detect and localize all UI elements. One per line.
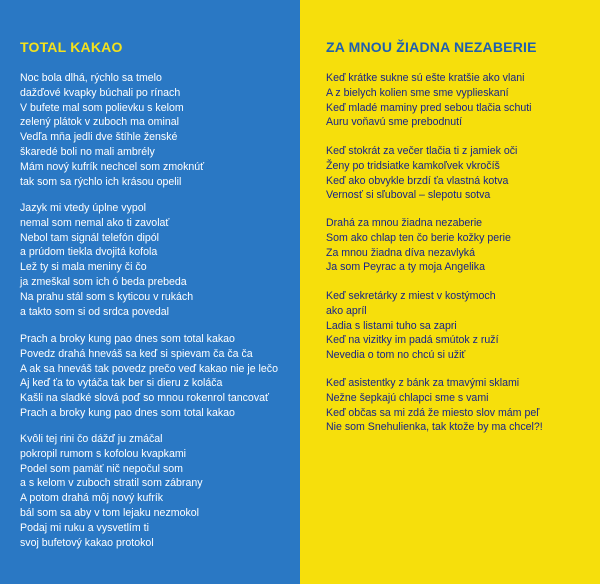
lyric-line: A ak sa hneváš tak povedz prečo veď kakao nie je lečo xyxy=(20,362,278,375)
lyric-line: a prúdom tiekla dvojitá kofola xyxy=(20,246,158,259)
lyric-line: Nežne šepkajú chlapci sme s vami xyxy=(326,391,489,404)
right-stanza-3 xyxy=(326,216,511,275)
lyric-line: Auru voňavú sme prebodnutí xyxy=(326,116,463,129)
lyric-line: škaredé boli no mali ambrély xyxy=(20,145,155,158)
lyric-line: V bufete mal som polievku s kelom xyxy=(20,101,184,114)
lyric-line: Drahá za mnou žiadna nezaberie xyxy=(326,217,483,229)
right-stanza-2 xyxy=(326,144,517,203)
lyric-line: A potom drahá môj nový kufrík xyxy=(20,492,164,505)
lyric-line: Aj keď ťa to vytáča tak ber si dieru z koláča xyxy=(20,377,223,390)
lyric-line: pokropil rumom s kofolou kvapkami xyxy=(20,447,187,460)
right-stanza-4 xyxy=(326,289,499,363)
lyric-line: Keď asistentky z bánk za tmavými sklami xyxy=(326,377,520,389)
lyric-line: Ja som Peyrac a ty moja Angelika xyxy=(326,261,485,274)
lyric-line: Vernosť si sľuboval – slepotu sotva xyxy=(326,189,491,202)
lyric-line: Keď ako obvykle brzdí ťa vlastná kotva xyxy=(326,174,509,187)
lyric-line: Som ako chlap ten čo berie kožky perie xyxy=(326,231,511,244)
left-stanza-4 xyxy=(20,432,203,550)
lyric-line: Noc bola dlhá, rýchlo sa tmelo xyxy=(20,72,162,84)
lyric-line: zelený plátok v zuboch ma ominal xyxy=(20,116,179,129)
lyric-line: Podaj mi ruku a vysvetlím ti xyxy=(20,521,149,534)
lyric-line: a takto som si od srdca povedal xyxy=(20,305,169,318)
lyric-line: tak som sa rýchlo ich krásou opelil xyxy=(20,175,182,188)
lyric-line: ako apríl xyxy=(326,304,367,317)
lyric-line: Mám nový kufrík nechcel som zmoknúť xyxy=(20,160,205,173)
right-stanza-5 xyxy=(326,376,543,435)
lyric-line: Keď mladé maminy pred sebou tlačia schuti xyxy=(326,101,532,114)
lyric-line: dažďové kvapky búchali po rínach xyxy=(20,86,181,99)
lyric-line: Povedz drahá hneváš sa keď si spievam ča ča ča xyxy=(20,347,253,360)
lyric-line: Keď krátke sukne sú ešte kratšie ako vlani xyxy=(326,72,525,84)
lyric-line: A z bielych kolien sme sme vyplieskaní xyxy=(326,86,509,99)
lyric-line: Nie som Snehulienka, tak ktože by ma chcel?! xyxy=(326,421,543,434)
lyric-line: Keď na vizitky im padá smútok z ruží xyxy=(326,334,499,347)
lyric-line: ja zmeškal som ich ó beda prebeda xyxy=(20,275,187,288)
lyric-line: Prach a broky kung pao dnes som total kakao xyxy=(20,406,235,419)
right-song-title: ZA MNOU ŽIADNA NEZABERIE xyxy=(326,39,537,55)
lyric-line: Vedľa mňa jedli dve štíhle ženské xyxy=(20,131,178,144)
lyric-line: Ladia s listami tuho sa zapri xyxy=(326,319,457,332)
lyric-line: Keď sekretárky z miest v kostýmoch xyxy=(326,290,496,302)
lyric-line: Kašli na sladké slová poď so mnou rokenrol tancovať xyxy=(20,392,269,405)
lyric-line: Jazyk mi vtedy úplne vypol xyxy=(20,202,147,214)
lyric-line: Za mnou žiadna díva nezavlyká xyxy=(326,246,475,259)
lyric-line: Nevedia o tom no chcú si užiť xyxy=(326,349,466,362)
lyric-line: svoj bufetový kakao protokol xyxy=(20,536,154,549)
left-stanza-1 xyxy=(20,71,204,189)
right-stanza-1 xyxy=(326,71,532,130)
left-song-title: TOTAL KAKAO xyxy=(20,39,123,55)
lyric-line: Prach a broky kung pao dnes som total kakao xyxy=(20,333,235,345)
left-stanza-3 xyxy=(20,332,278,421)
lyric-line: Keď občas sa mi zdá že miesto slov mám peľ xyxy=(326,406,540,419)
left-stanza-2 xyxy=(20,201,193,319)
lyric-line: Kvôli tej rini čo dážď ju zmáčal xyxy=(20,433,163,445)
lyric-line: a s kelom v zuboch stratil som zábrany xyxy=(20,477,203,490)
right-panel-yellow xyxy=(300,0,600,584)
lyric-line: Lež ty si mala meniny či čo xyxy=(20,261,147,274)
lyric-line: Keď stokrát za večer tlačia ti z jamiek oči xyxy=(326,145,518,157)
lyric-line: Ženy po tridsiatke kamkoľvek vkročíš xyxy=(326,159,500,172)
lyric-line: Nebol tam signál telefón dipól xyxy=(20,231,159,244)
lyric-line: Na prahu stál som s kyticou v rukách xyxy=(20,290,194,303)
lyric-line: Podel som pamäť nič nepočul som xyxy=(20,462,183,475)
lyric-line: bál som sa aby v tom lejaku nezmokol xyxy=(20,506,199,519)
lyric-line: nemal som nemal ako ti zavolať xyxy=(20,216,170,229)
